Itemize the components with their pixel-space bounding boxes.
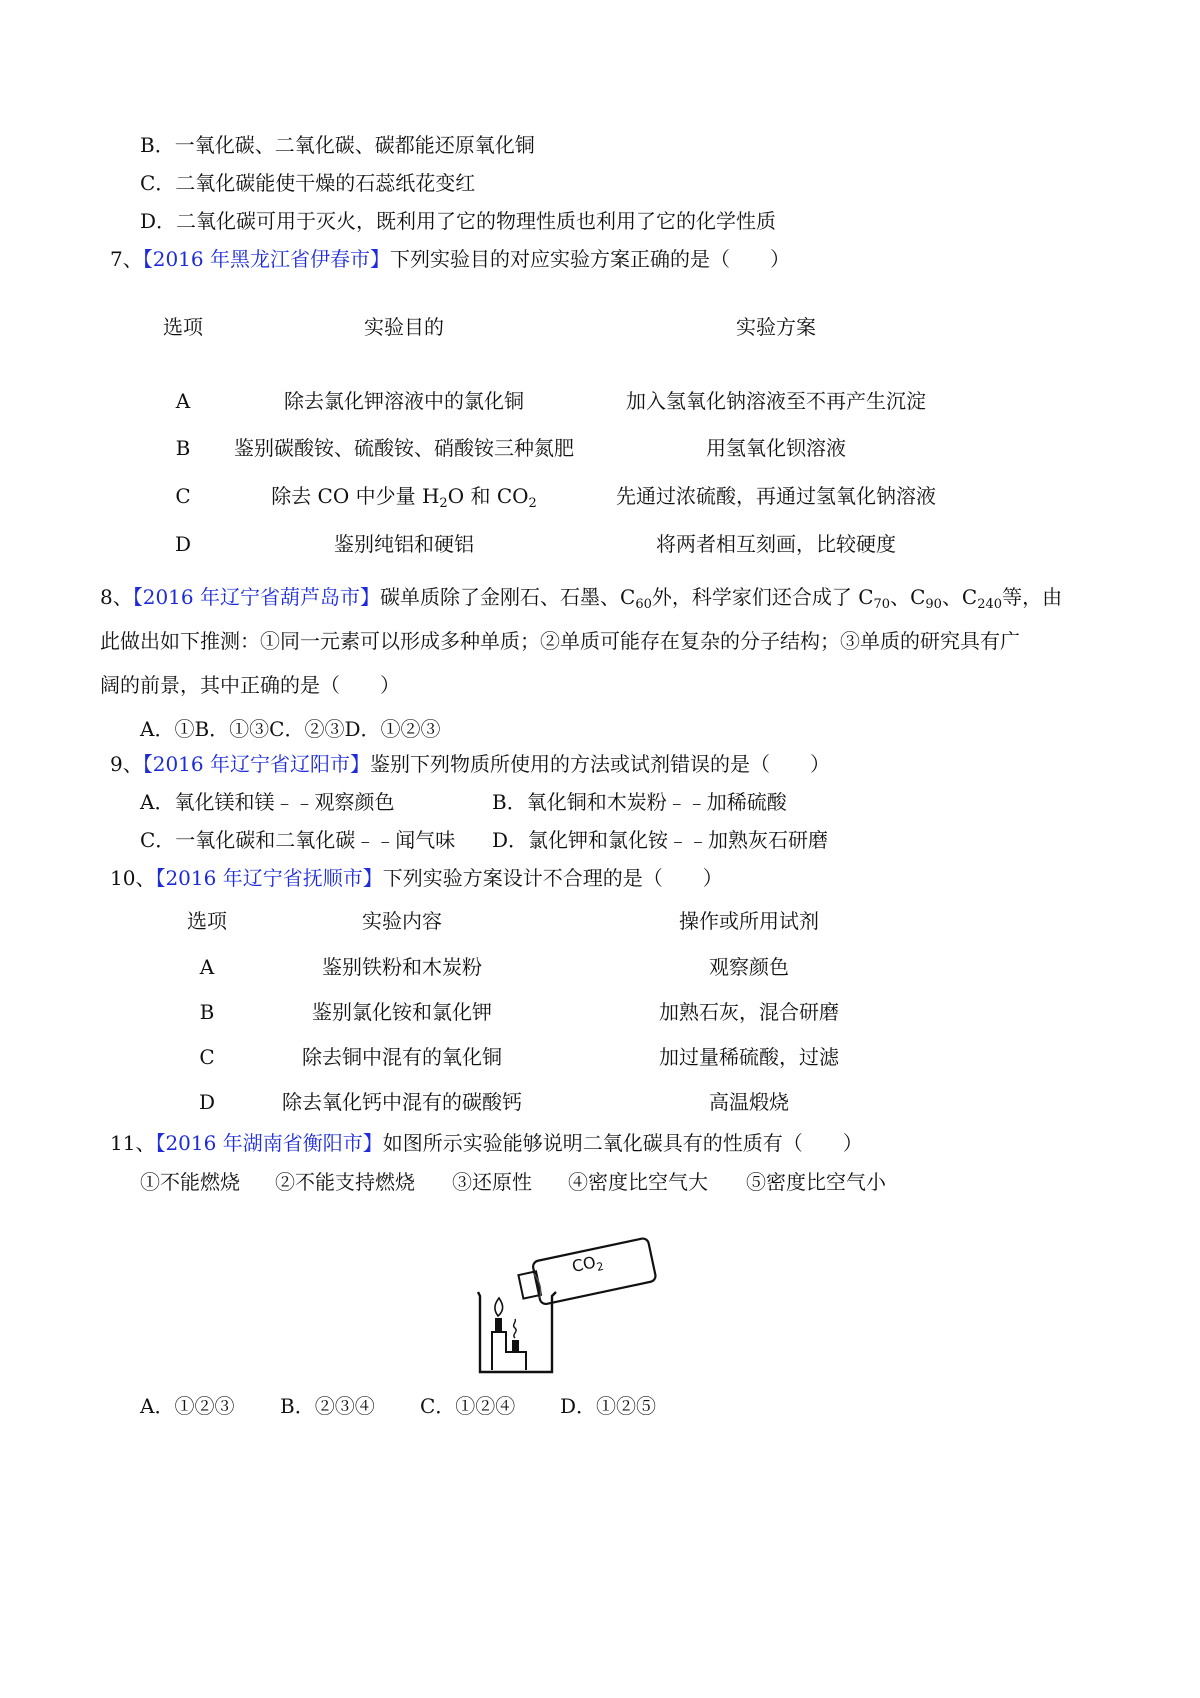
candle-low [512,1340,519,1352]
q10-stem [110,864,723,892]
q7-source: 【2016 年黑龙江省伊春市】 [142,247,390,271]
q7-row-b-purpose: 鉴别碳酸铵、硫酸铵、硝酸铵三种氮肥 [234,436,574,460]
q10-number: 10、 [110,866,156,890]
q11-option-c: C．①②④ [420,1394,516,1418]
q10-source: 【2016 年辽宁省抚顺市】 [155,866,383,890]
q7-number: 7、 [110,247,143,271]
q11-text: 如图所示实验能够说明二氧化碳具有的性质有（ ） [382,1131,863,1155]
q7-row-c-sub2: 2 [528,496,537,511]
q11-prop-2: ②不能支持燃烧 [275,1170,415,1194]
q8-options: A．①B．①③C．②③D．①②③ [140,717,441,741]
q8-sub-90: 90 [925,597,942,612]
candle-high [495,1318,502,1332]
q7-row-d-option: D [174,532,192,556]
q8-sub-70: 70 [873,597,891,612]
q7-stem [110,245,790,273]
q7-row-c-purpose-part1: 除去 CO 中少量 H [271,484,440,508]
q10-row-b-reagent: 加熟石灰，混合研磨 [659,1000,839,1024]
q9-option-d: D．氯化钾和氯化铵﹣﹣加熟灰石研磨 [492,828,829,852]
q10-header-reagent: 操作或所用试剂 [679,909,819,933]
q11-option-d: D．①②⑤ [560,1394,657,1418]
q11-option-a: A．①②③ [140,1394,235,1418]
q10-row-c-option: C [199,1045,215,1069]
q8-text-b: 外，科学家们还合成了 C [651,585,874,609]
q6-option-d: D．二氧化碳可用于灭火，既利用了它的物理性质也利用了它的化学性质 [140,209,777,233]
q7-row-c-sub1: 2 [439,496,448,511]
step-stand [492,1332,526,1370]
q8-stem-line2: 此做出如下推测：①同一元素可以形成多种单质；②单质可能存在复杂的分子结构；③单质的研究具有广 [100,629,1020,653]
q7-row-c-purpose-part2: O 和 CO [447,484,529,508]
q11-source: 【2016 年湖南省衡阳市】 [155,1131,383,1155]
q7-row-a-purpose: 除去氯化钾溶液中的氯化铜 [284,389,524,413]
q11-prop-1: ①不能燃烧 [140,1170,240,1194]
q7-header-option: 选项 [163,315,203,339]
q8-stem-line1 [100,583,1062,611]
co2-experiment-figure [470,1222,670,1382]
co2-label-sub: 2 [595,1259,605,1274]
q10-text: 下列实验方案设计不合理的是（ ） [382,866,723,890]
q8-text-c: 、C [890,585,926,609]
q11-option-b: B．②③④ [280,1394,375,1418]
q10-row-a-option: A [199,955,215,979]
q8-sub-240: 240 [977,597,1003,612]
q8-stem-line3: 阔的前景，其中正确的是（ ） [100,673,400,697]
q9-number: 9、 [110,752,143,776]
q8-source: 【2016 年辽宁省葫芦岛市】 [132,585,380,609]
q8-number: 8、 [100,585,133,609]
q9-option-a: A．氧化镁和镁﹣﹣观察颜色 [140,790,395,814]
q8-sub-60: 60 [635,597,652,612]
q7-row-b-option: B [175,436,191,460]
q11-prop-3: ③还原性 [452,1170,532,1194]
q10-row-c-content: 除去铜中混有的氧化铜 [302,1045,502,1069]
q10-row-d-content: 除去氧化钙中混有的碳酸钙 [282,1090,522,1114]
q7-row-b-plan: 用氢氧化钡溶液 [706,436,846,460]
q10-row-d-option: D [198,1090,216,1114]
q8-text-e: 等，由 [1002,585,1063,609]
q9-option-b: B．氧化铜和木炭粉﹣﹣加稀硫酸 [492,790,787,814]
q7-row-c-purpose [271,482,537,510]
smoke-low [514,1319,517,1338]
co2-experiment-drawing [470,1222,670,1382]
q6-option-c: C．二氧化碳能使干燥的石蕊纸花变红 [140,171,476,195]
q8-text-d: 、C [941,585,978,609]
q9-option-c: C．一氧化碳和二氧化碳﹣﹣闻气味 [140,828,456,852]
q10-header-content: 实验内容 [362,909,442,933]
q9-source: 【2016 年辽宁省辽阳市】 [142,752,370,776]
q7-row-a-plan: 加入氢氧化钠溶液至不再产生沉淀 [626,389,926,413]
q7-row-c-plan: 先通过浓硫酸，再通过氢氧化钠溶液 [616,484,936,508]
q9-text: 鉴别下列物质所使用的方法或试剂错误的是（ ） [370,752,830,776]
q7-text: 下列实验目的对应实验方案正确的是（ ） [390,247,790,271]
q10-row-a-reagent: 观察颜色 [709,955,789,979]
q11-prop-4: ④密度比空气大 [568,1170,708,1194]
q7-row-c-option: C [175,484,191,508]
q10-row-d-reagent: 高温煅烧 [709,1090,789,1114]
q11-number: 11、 [110,1131,156,1155]
q7-header-purpose: 实验目的 [364,315,444,339]
q7-row-d-purpose: 鉴别纯铝和硬铝 [334,532,474,556]
q10-row-b-content: 鉴别氯化铵和氯化钾 [312,1000,492,1024]
q10-row-a-content: 鉴别铁粉和木炭粉 [322,955,482,979]
q7-row-d-plan: 将两者相互刻画，比较硬度 [656,532,896,556]
q11-stem [110,1129,863,1157]
q10-header-option: 选项 [187,909,227,933]
q10-row-b-option: B [199,1000,215,1024]
q8-text-a: 碳单质除了金刚石、石墨、C [380,585,636,609]
q7-row-a-option: A [175,389,191,413]
q11-prop-5: ⑤密度比空气小 [746,1170,886,1194]
co2-label-text: CO [570,1252,598,1277]
q10-row-c-reagent: 加过量稀硫酸，过滤 [659,1045,839,1069]
q7-header-plan: 实验方案 [736,315,816,339]
flame-high [495,1298,503,1316]
q9-stem [110,750,830,778]
q6-option-b: B．一氧化碳、二氧化碳、碳都能还原氧化铜 [140,133,535,157]
